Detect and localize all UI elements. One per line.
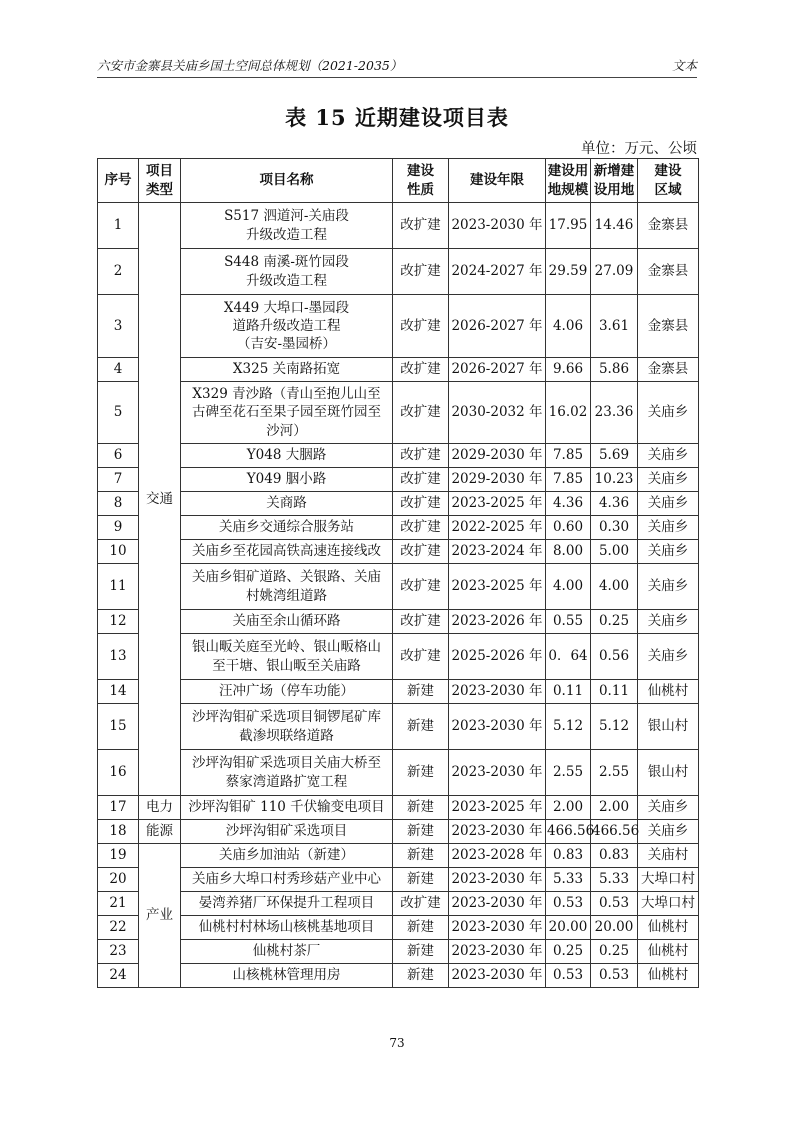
construction-nature-cell: 改扩建 <box>393 540 449 564</box>
project-name-cell: Y048 大胭路 <box>181 444 393 468</box>
construction-nature-cell: 改扩建 <box>393 358 449 382</box>
land-area-cell: 466.56 <box>546 820 591 844</box>
region-cell: 关庙乡 <box>638 610 699 634</box>
new-land-area-cell: 5.12 <box>591 704 638 750</box>
construction-period-cell: 2023-2030 年 <box>449 916 546 940</box>
region-cell: 关庙乡 <box>638 634 699 680</box>
construction-nature-cell: 改扩建 <box>393 382 449 444</box>
region-cell: 金寨县 <box>638 203 699 249</box>
construction-nature-cell: 新建 <box>393 820 449 844</box>
construction-period-cell: 2029-2030 年 <box>449 444 546 468</box>
construction-period-cell: 2023-2030 年 <box>449 750 546 796</box>
new-land-area-cell: 5.00 <box>591 540 638 564</box>
region-cell: 关庙乡 <box>638 516 699 540</box>
land-area-cell: 0.53 <box>546 892 591 916</box>
row-number-cell: 3 <box>98 295 139 358</box>
land-area-cell: 0．64 <box>546 634 591 680</box>
region-cell: 关庙乡 <box>638 540 699 564</box>
land-area-cell: 29.59 <box>546 249 591 295</box>
construction-nature-cell: 新建 <box>393 916 449 940</box>
row-number-cell: 19 <box>98 844 139 868</box>
construction-nature-cell: 改扩建 <box>393 468 449 492</box>
table-title: 表 15 近期建设项目表 <box>285 105 509 130</box>
project-type-cell: 产业 <box>139 844 181 988</box>
table-row <box>98 680 699 704</box>
region-cell: 关庙乡 <box>638 492 699 516</box>
project-name-cell: 沙坪沟钼矿采选项目关庙大桥至 蔡家湾道路扩宽工程 <box>181 750 393 796</box>
project-name-cell: 沙坪沟钼矿采选项目 <box>181 820 393 844</box>
table-row <box>98 610 699 634</box>
row-number-cell: 18 <box>98 820 139 844</box>
page-number: 73 <box>389 1036 405 1050</box>
region-cell: 银山村 <box>638 750 699 796</box>
project-name-cell: X449 大埠口-墨园段 道路升级改造工程 （吉安-墨园桥） <box>181 295 393 358</box>
project-name-cell: 关庙乡大埠口村秀珍菇产业中心 <box>181 868 393 892</box>
new-land-area-cell: 0.83 <box>591 844 638 868</box>
project-name-cell: S448 南溪-斑竹园段 升级改造工程 <box>181 249 393 295</box>
land-area-cell: 2.00 <box>546 796 591 820</box>
table-row <box>98 249 699 295</box>
row-number-cell: 9 <box>98 516 139 540</box>
new-land-area-cell: 5.86 <box>591 358 638 382</box>
project-type-cell: 电力 <box>139 796 181 820</box>
project-name-cell: 仙桃村村林场山核桃基地项目 <box>181 916 393 940</box>
table-body <box>98 203 699 988</box>
region-cell: 关庙乡 <box>638 382 699 444</box>
table-row <box>98 540 699 564</box>
table-row <box>98 382 699 444</box>
row-number-cell: 17 <box>98 796 139 820</box>
row-number-cell: 7 <box>98 468 139 492</box>
construction-nature-cell: 改扩建 <box>393 295 449 358</box>
project-name-cell: 仙桃村茶厂 <box>181 940 393 964</box>
land-area-cell: 5.12 <box>546 704 591 750</box>
region-cell: 仙桃村 <box>638 680 699 704</box>
project-name-cell: 山核桃林管理用房 <box>181 964 393 988</box>
construction-period-cell: 2022-2025 年 <box>449 516 546 540</box>
region-cell: 关庙乡 <box>638 564 699 610</box>
table-row <box>98 358 699 382</box>
table-header-row <box>98 159 699 203</box>
table-row <box>98 564 699 610</box>
region-cell: 关庙乡 <box>638 796 699 820</box>
row-number-cell: 12 <box>98 610 139 634</box>
column-header: 项目名称 <box>181 159 393 203</box>
new-land-area-cell: 23.36 <box>591 382 638 444</box>
region-cell: 仙桃村 <box>638 964 699 988</box>
project-name-cell: 银山畈关庭至光岭、银山畈格山 至干塘、银山畈至关庙路 <box>181 634 393 680</box>
row-number-cell: 22 <box>98 916 139 940</box>
construction-nature-cell: 新建 <box>393 940 449 964</box>
header-section-label: 文本 <box>671 58 697 73</box>
row-number-cell: 13 <box>98 634 139 680</box>
construction-period-cell: 2026-2027 年 <box>449 358 546 382</box>
region-cell: 仙桃村 <box>638 940 699 964</box>
region-cell: 关庙村 <box>638 844 699 868</box>
project-name-cell: 关庙乡加油站（新建） <box>181 844 393 868</box>
construction-period-cell: 2023-2030 年 <box>449 892 546 916</box>
construction-nature-cell: 新建 <box>393 796 449 820</box>
construction-nature-cell: 新建 <box>393 868 449 892</box>
column-header: 建设年限 <box>449 159 546 203</box>
land-area-cell: 16.02 <box>546 382 591 444</box>
table-row <box>98 444 699 468</box>
construction-nature-cell: 改扩建 <box>393 516 449 540</box>
construction-nature-cell: 新建 <box>393 680 449 704</box>
construction-nature-cell: 改扩建 <box>393 634 449 680</box>
construction-period-cell: 2023-2030 年 <box>449 680 546 704</box>
new-land-area-cell: 10.23 <box>591 468 638 492</box>
project-name-cell: Y049 胭小路 <box>181 468 393 492</box>
project-name-cell: 关庙乡钼矿道路、关银路、关庙 村姚湾组道路 <box>181 564 393 610</box>
project-name-cell: X325 关南路拓宽 <box>181 358 393 382</box>
region-cell: 金寨县 <box>638 358 699 382</box>
region-cell: 金寨县 <box>638 295 699 358</box>
land-area-cell: 5.33 <box>546 868 591 892</box>
land-area-cell: 17.95 <box>546 203 591 249</box>
new-land-area-cell: 0.53 <box>591 892 638 916</box>
construction-period-cell: 2023-2026 年 <box>449 610 546 634</box>
project-type-cell: 能源 <box>139 820 181 844</box>
new-land-area-cell: 0.53 <box>591 964 638 988</box>
region-cell: 关庙乡 <box>638 820 699 844</box>
region-cell: 关庙乡 <box>638 468 699 492</box>
row-number-cell: 4 <box>98 358 139 382</box>
table-row <box>98 820 699 844</box>
construction-nature-cell: 改扩建 <box>393 249 449 295</box>
project-name-cell: 关商路 <box>181 492 393 516</box>
construction-nature-cell: 新建 <box>393 844 449 868</box>
column-header: 项目类型 <box>139 159 181 203</box>
region-cell: 大埠口村 <box>638 892 699 916</box>
row-number-cell: 16 <box>98 750 139 796</box>
row-number-cell: 23 <box>98 940 139 964</box>
construction-nature-cell: 新建 <box>393 964 449 988</box>
construction-nature-cell: 改扩建 <box>393 444 449 468</box>
land-area-cell: 0.25 <box>546 940 591 964</box>
table-row <box>98 892 699 916</box>
unit-label: 单位：万元、公顷 <box>581 141 697 157</box>
row-number-cell: 6 <box>98 444 139 468</box>
project-name-cell: 沙坪沟钼矿 110 千伏输变电项目 <box>181 796 393 820</box>
land-area-cell: 8.00 <box>546 540 591 564</box>
new-land-area-cell: 2.55 <box>591 750 638 796</box>
column-header: 建设区域 <box>638 159 699 203</box>
region-cell: 关庙乡 <box>638 444 699 468</box>
new-land-area-cell: 20.00 <box>591 916 638 940</box>
new-land-area-cell: 466.56 <box>591 820 638 844</box>
construction-period-cell: 2024-2027 年 <box>449 249 546 295</box>
construction-period-cell: 2030-2032 年 <box>449 382 546 444</box>
land-area-cell: 7.85 <box>546 468 591 492</box>
construction-period-cell: 2025-2026 年 <box>449 634 546 680</box>
land-area-cell: 20.00 <box>546 916 591 940</box>
row-number-cell: 10 <box>98 540 139 564</box>
land-area-cell: 4.00 <box>546 564 591 610</box>
land-area-cell: 0.55 <box>546 610 591 634</box>
construction-period-cell: 2023-2030 年 <box>449 203 546 249</box>
table-row <box>98 492 699 516</box>
construction-period-cell: 2023-2030 年 <box>449 964 546 988</box>
new-land-area-cell: 4.36 <box>591 492 638 516</box>
new-land-area-cell: 5.33 <box>591 868 638 892</box>
construction-nature-cell: 改扩建 <box>393 892 449 916</box>
land-area-cell: 0.83 <box>546 844 591 868</box>
project-name-cell: 晏湾养猪厂环保提升工程项目 <box>181 892 393 916</box>
construction-nature-cell: 新建 <box>393 750 449 796</box>
column-header: 序号 <box>98 159 139 203</box>
land-area-cell: 2.55 <box>546 750 591 796</box>
table-row <box>98 916 699 940</box>
new-land-area-cell: 0.30 <box>591 516 638 540</box>
table-row <box>98 704 699 750</box>
project-name-cell: X329 青沙路（青山至抱儿山至 古碑至花石至果子园至斑竹园至 沙河） <box>181 382 393 444</box>
row-number-cell: 24 <box>98 964 139 988</box>
row-number-cell: 15 <box>98 704 139 750</box>
new-land-area-cell: 14.46 <box>591 203 638 249</box>
new-land-area-cell: 4.00 <box>591 564 638 610</box>
project-table <box>97 158 699 988</box>
construction-period-cell: 2026-2027 年 <box>449 295 546 358</box>
region-cell: 大埠口村 <box>638 868 699 892</box>
region-cell: 银山村 <box>638 704 699 750</box>
construction-nature-cell: 改扩建 <box>393 203 449 249</box>
construction-period-cell: 2023-2030 年 <box>449 820 546 844</box>
row-number-cell: 2 <box>98 249 139 295</box>
row-number-cell: 21 <box>98 892 139 916</box>
land-area-cell: 0.60 <box>546 516 591 540</box>
project-name-cell: 关庙乡至花园高铁高速连接线改 <box>181 540 393 564</box>
column-header: 建设用地规模 <box>546 159 591 203</box>
project-name-cell: 汪冲广场（停车功能） <box>181 680 393 704</box>
project-name-cell: S517 泗道河-关庙段 升级改造工程 <box>181 203 393 249</box>
row-number-cell: 14 <box>98 680 139 704</box>
new-land-area-cell: 0.11 <box>591 680 638 704</box>
project-name-cell: 沙坪沟钼矿采选项目铜锣尾矿库 截渗坝联络道路 <box>181 704 393 750</box>
table-row <box>98 516 699 540</box>
construction-period-cell: 2023-2030 年 <box>449 940 546 964</box>
land-area-cell: 0.11 <box>546 680 591 704</box>
land-area-cell: 9.66 <box>546 358 591 382</box>
construction-period-cell: 2023-2030 年 <box>449 868 546 892</box>
construction-nature-cell: 新建 <box>393 704 449 750</box>
table-row <box>98 468 699 492</box>
project-name-cell: 关庙至余山循环路 <box>181 610 393 634</box>
row-number-cell: 8 <box>98 492 139 516</box>
row-number-cell: 20 <box>98 868 139 892</box>
page-header <box>97 55 697 78</box>
new-land-area-cell: 0.25 <box>591 940 638 964</box>
construction-period-cell: 2029-2030 年 <box>449 468 546 492</box>
construction-nature-cell: 改扩建 <box>393 564 449 610</box>
row-number-cell: 11 <box>98 564 139 610</box>
project-name-cell: 关庙乡交通综合服务站 <box>181 516 393 540</box>
column-header: 建设性质 <box>393 159 449 203</box>
new-land-area-cell: 5.69 <box>591 444 638 468</box>
land-area-cell: 4.36 <box>546 492 591 516</box>
construction-nature-cell: 改扩建 <box>393 610 449 634</box>
header-document-title: 六安市金寨县关庙乡国土空间总体规划（2021-2035） <box>97 58 403 73</box>
new-land-area-cell: 3.61 <box>591 295 638 358</box>
row-number-cell: 1 <box>98 203 139 249</box>
table-row <box>98 964 699 988</box>
construction-period-cell: 2023-2025 年 <box>449 492 546 516</box>
construction-period-cell: 2023-2025 年 <box>449 564 546 610</box>
project-type-cell: 交通 <box>139 203 181 796</box>
table-row <box>98 295 699 358</box>
new-land-area-cell: 0.25 <box>591 610 638 634</box>
construction-period-cell: 2023-2025 年 <box>449 796 546 820</box>
land-area-cell: 7.85 <box>546 444 591 468</box>
new-land-area-cell: 27.09 <box>591 249 638 295</box>
table-row <box>98 868 699 892</box>
region-cell: 仙桃村 <box>638 916 699 940</box>
land-area-cell: 0.53 <box>546 964 591 988</box>
table-row <box>98 203 699 249</box>
region-cell: 金寨县 <box>638 249 699 295</box>
land-area-cell: 4.06 <box>546 295 591 358</box>
construction-period-cell: 2023-2030 年 <box>449 704 546 750</box>
table-row <box>98 634 699 680</box>
table-row <box>98 940 699 964</box>
table-row <box>98 844 699 868</box>
table-row <box>98 750 699 796</box>
construction-nature-cell: 改扩建 <box>393 492 449 516</box>
table-row <box>98 796 699 820</box>
column-header: 新增建设用地 <box>591 159 638 203</box>
new-land-area-cell: 0.56 <box>591 634 638 680</box>
construction-period-cell: 2023-2024 年 <box>449 540 546 564</box>
construction-period-cell: 2023-2028 年 <box>449 844 546 868</box>
row-number-cell: 5 <box>98 382 139 444</box>
new-land-area-cell: 2.00 <box>591 796 638 820</box>
